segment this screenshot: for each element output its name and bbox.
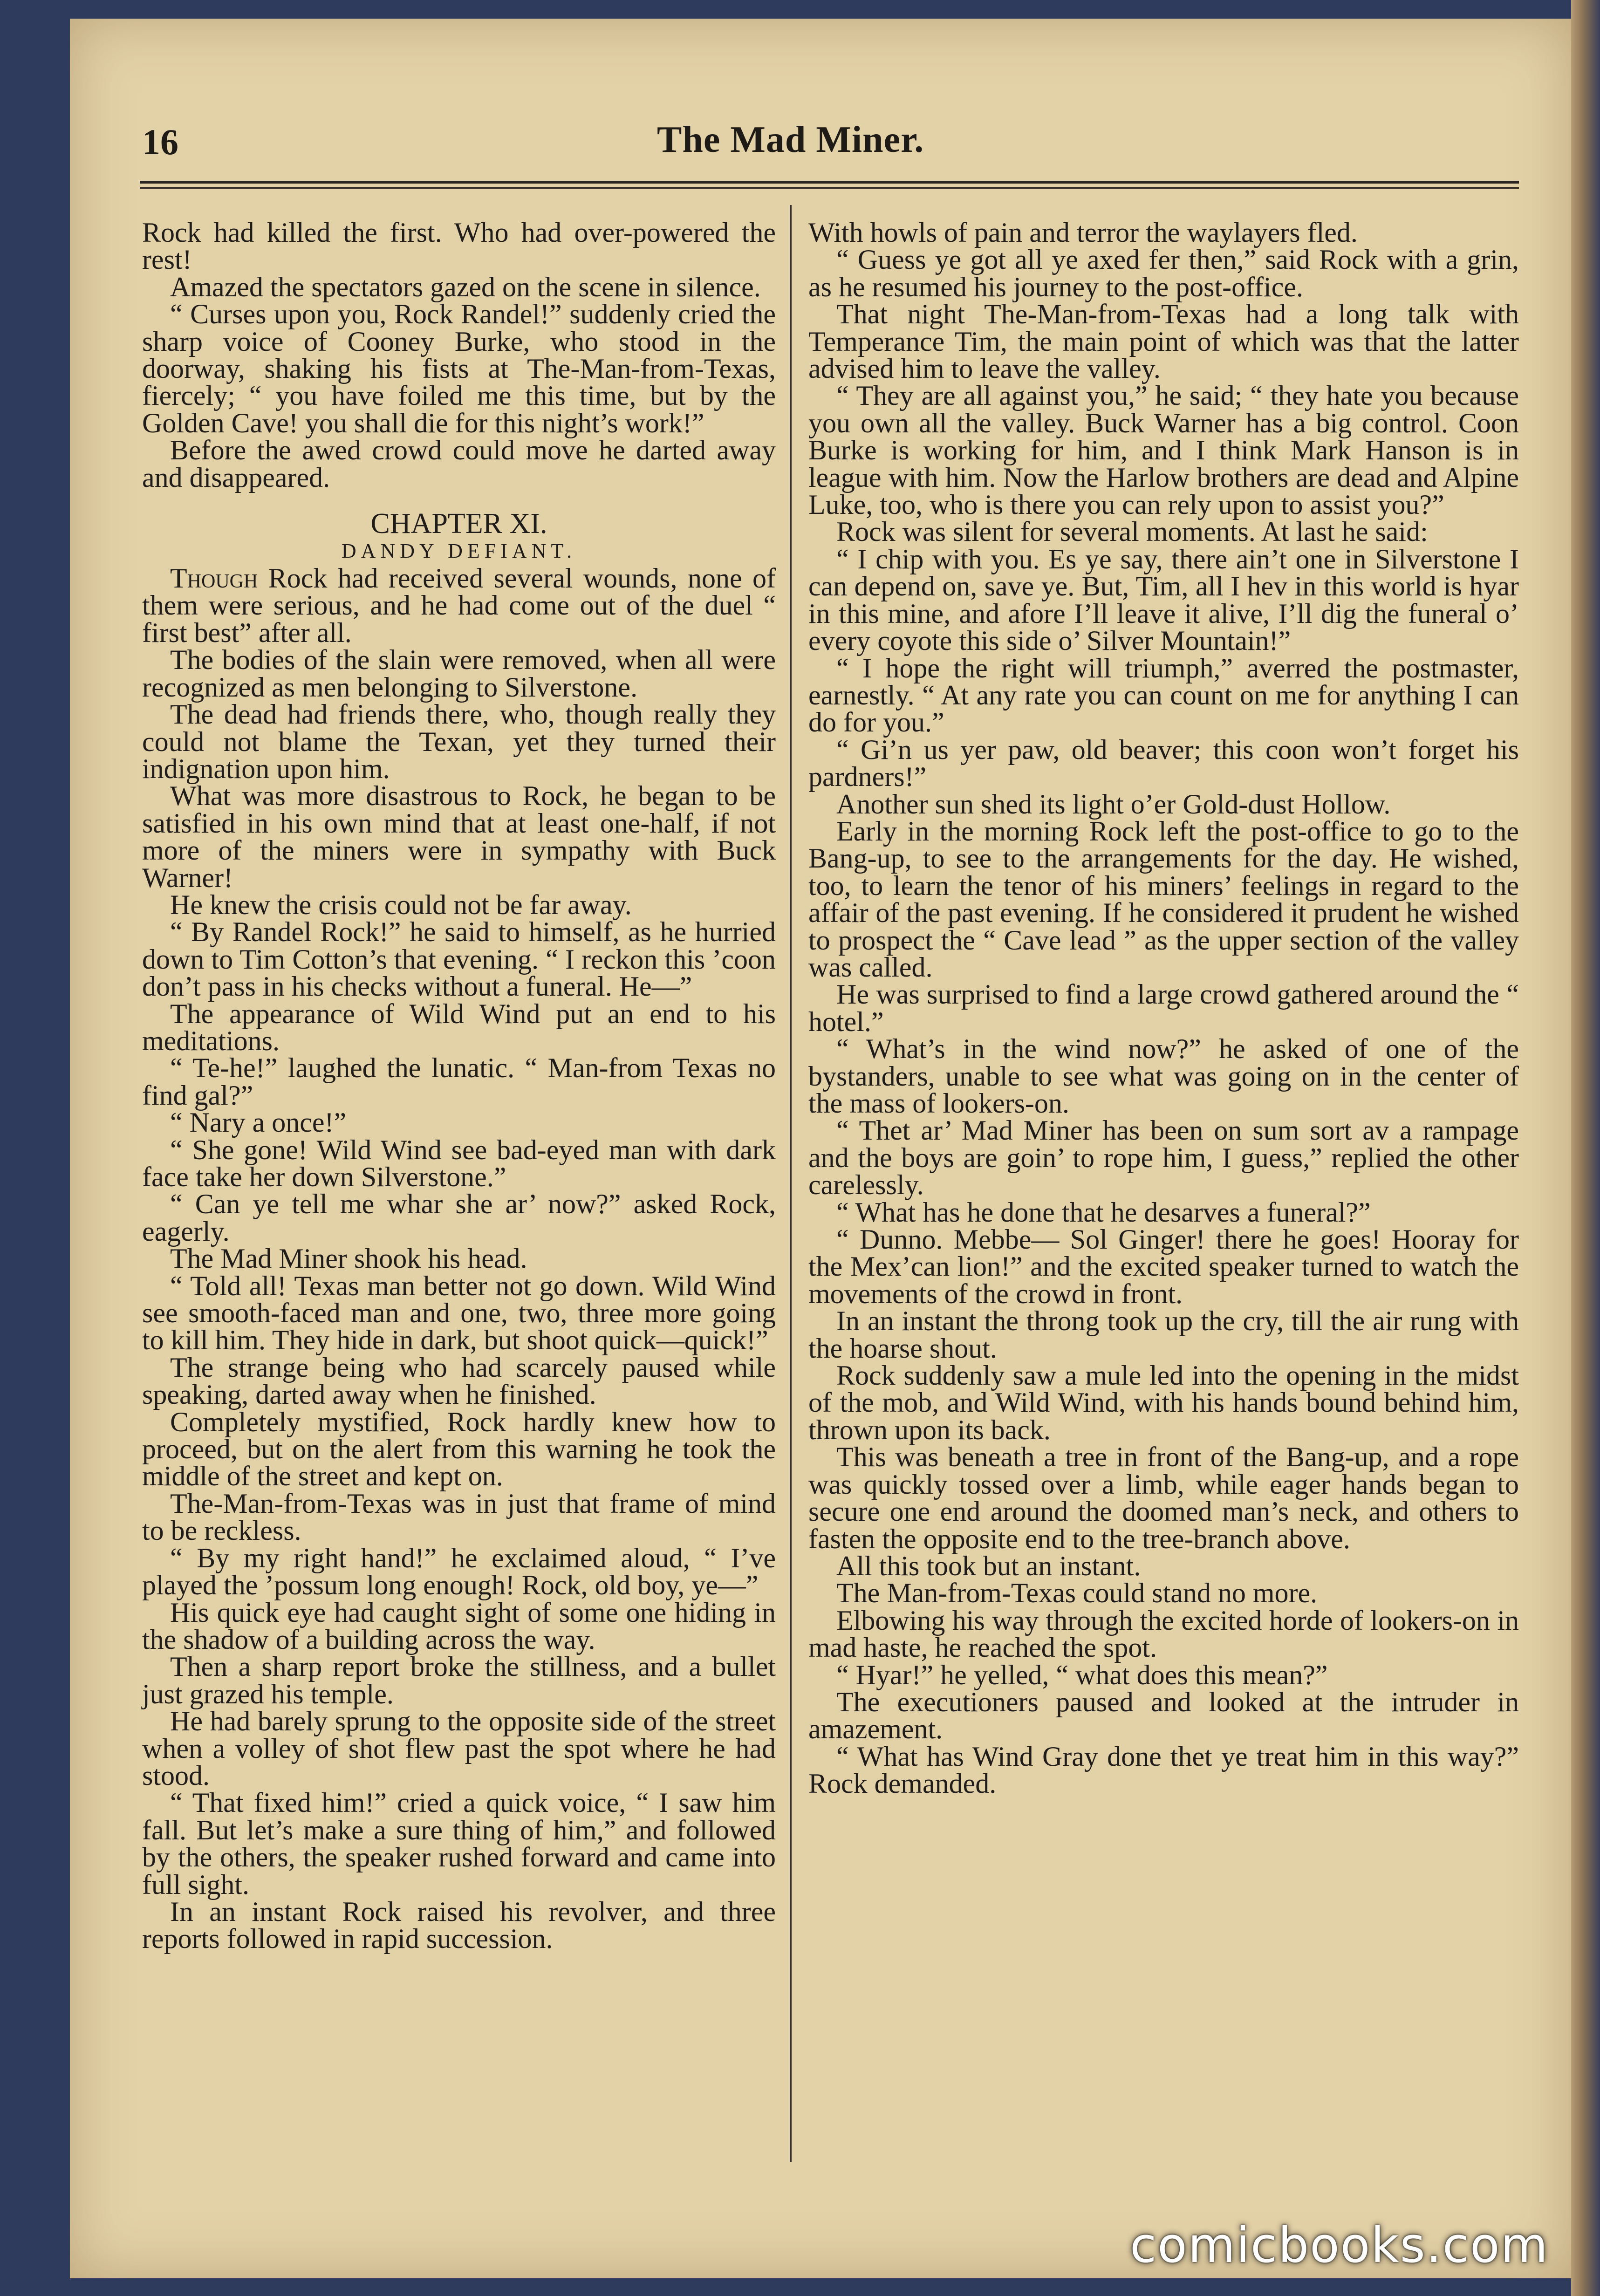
paragraph: The strange being who had scarcely paused while speaking, darted away when he finished.	[142, 1352, 776, 1410]
paragraph: Then a sharp report broke the stillness, and a bullet just grazed his temple.	[142, 1651, 776, 1709]
paragraph: “ What has he done that he desarves a funeral?”	[836, 1196, 1371, 1228]
paragraph: This was beneath a tree in front of the Bang-up, and a rope was quickly tossed over a limb, while eager hands began to secure one end around the doomed man’s neck, and others to fasten the opposite end to the tree-branch above.	[808, 1442, 1519, 1554]
paragraph: He was surprised to find a large crowd gathered around the “ hotel.”	[808, 979, 1519, 1037]
paras-after-chapter	[142, 646, 776, 1953]
paragraph: “ I chip with you. Es ye say, there ain’t one in Silverstone I can depend on, save ye. But, Tim, all I hev in this world is hyar in this mine, and afore I’ll leave it alive, I’ll dig the funeral o’ every coyote this side o’ Silver Mountain!”	[808, 543, 1519, 656]
paragraph: In an instant the throng took up the cry, till the air rung with the hoarse shout.	[808, 1305, 1519, 1364]
page-header	[70, 19, 1571, 196]
first-paragraph-rest: Rock had received several wounds, none of them were serious, and he had come out of the duel “ first best” after all.	[142, 563, 776, 648]
paragraph: The Mad Miner shook his head.	[170, 1243, 527, 1274]
paragraph: Before the awed crowd could move he darted away and disappeared.	[142, 435, 776, 493]
paragraph: The bodies of the slain were removed, when all were recognized as men belonging to Silverstone.	[142, 644, 776, 703]
chapter-subtitle: DANDY DEFIANT.	[341, 540, 577, 563]
paragraph: Another sun shed its light o’er Gold-dust Hollow.	[836, 788, 1391, 820]
page-number: 16	[142, 122, 178, 162]
paragraph: “ Told all! Texas man better not go down. Wild Wind see smooth-faced man and one, two, three more going to kill him. They hide in dark, but shoot quick—quick!”	[142, 1270, 776, 1356]
paragraph: “ Guess ye got all ye axed fer then,” said Rock with a grin, as he resumed his journey to the post-office.	[808, 244, 1519, 302]
header-rule-thin	[140, 187, 1519, 189]
book-spine	[1571, 0, 1600, 2296]
paragraph: “ Nary a once!”	[170, 1107, 347, 1138]
paragraph: “ That fixed him!” cried a quick voice, “ I saw him fall. But let’s make a sure thing of him,” and followed by the others, the speaker rushed forward and came into full sight.	[142, 1787, 776, 1900]
paragraph: “ Gi’n us yer paw, old beaver; this coon won’t forget his pardners!”	[808, 734, 1519, 793]
paragraph: “ I hope the right will triumph,” averred the postmaster, earnestly. “ At any rate you can count on me for anything I can do for you.”	[808, 652, 1519, 738]
right-paragraphs	[808, 219, 1519, 1797]
paragraph: In an instant Rock raised his revolver, and three reports followed in rapid succession.	[142, 1896, 776, 1954]
column-divider	[790, 205, 792, 2162]
paragraph: All this took but an instant.	[836, 1550, 1141, 1581]
chapter-title: CHAPTER XI.	[370, 508, 547, 540]
chapter-first-paragraph	[142, 565, 776, 646]
paragraph: Rock suddenly saw a mule led into the opening in the midst of the mob, and Wild Wind, with his hands bound behind him, thrown upon its back.	[808, 1360, 1519, 1445]
paragraph: “ By my right hand!” he exclaimed aloud, “ I’ve played the ’possum long enough! Rock, old boy, ye—”	[142, 1542, 776, 1601]
watermark: comicbooks.com	[1129, 2217, 1549, 2274]
right-column	[808, 219, 1519, 1797]
paragraph: “ By Randel Rock!” he said to himself, as he hurried down to Tim Cotton’s that evening. “ I reckon this ’coon don’t pass in his checks without a funeral. He—”	[142, 916, 776, 1002]
paragraph: Rock was silent for several moments. At last he said:	[836, 516, 1428, 547]
paragraph: What was more disastrous to Rock, he began to be satisfied in his own mind that at least one-half, if not more of the miners were in sympathy with Buck Warner!	[142, 780, 776, 893]
paragraph: He knew the crisis could not be far away.	[170, 889, 632, 920]
paragraph: Amazed the spectators gazed on the scene in silence.	[170, 271, 761, 302]
paragraph: The Man-from-Texas could stand no more.	[836, 1578, 1318, 1609]
paras-before-chapter	[142, 219, 776, 491]
left-column	[142, 219, 776, 1953]
paragraph: “ She gone! Wild Wind see bad-eyed man with dark face take her down Silverstone.”	[142, 1134, 776, 1192]
paragraph: The dead had friends there, who, though really they could not blame the Texan, yet they turned their indignation upon him.	[142, 699, 776, 784]
paragraph: He had barely sprung to the opposite side of the street when a volley of shot flew past the spot where he had stood.	[142, 1706, 776, 1791]
paragraph: The appearance of Wild Wind put an end to his meditations.	[142, 998, 776, 1056]
paragraph: Completely mystified, Rock hardly knew how to proceed, but on the alert from this warning he took the middle of the street and kept on.	[142, 1406, 776, 1492]
paragraph: That night The-Man-from-Texas had a long talk with Temperance Tim, the main point of which was that the latter advised him to leave the valley.	[808, 299, 1519, 384]
paragraph: “ What’s in the wind now?” he asked of one of the bystanders, unable to see what was going on in the center of the mass of lookers-on.	[808, 1033, 1519, 1119]
paragraph: The executioners paused and looked at the intruder in amazement.	[808, 1686, 1519, 1745]
paragraph: Early in the morning Rock left the post-office to go to the Bang-up, to see to the arrangements for the day. He wished, too, to learn the tenor of his miners’ feelings in regard to the affair of the past evening. If he considered it prudent he wished to prospect the “ Cave lead ” as the upper section of the valley was called.	[808, 815, 1519, 983]
paragraph: “ They are all against you,” he said; “ they hate you because you own all the valley. Buck Warner has a big control. Coon Burke is working for him, and I think Mark Hanson is in league with him. Now the Harlow brothers are dead and Alpine Luke, too, who is there you can rely upon to assist you?”	[808, 380, 1519, 520]
paragraph: “ Dunno. Mebbe— Sol Ginger! there he goes! Hooray for the Mex’can lion!” and the excited speaker turned to watch the movements of the crowd in front.	[808, 1224, 1519, 1309]
paragraph: Rock had killed the first. Who had over-powered the rest!	[142, 217, 776, 275]
paragraph: “ Can ye tell me whar she ar’ now?” asked Rock, eagerly.	[142, 1189, 776, 1247]
book-page	[70, 19, 1571, 2278]
paragraph: “ Thet ar’ Mad Miner has been on sum sort av a rampage and the boys are goin’ to rope him, I guess,” replied the other carelessly.	[808, 1115, 1519, 1201]
paragraph: “ Hyar!” he yelled, “ what does this mean?”	[836, 1659, 1328, 1690]
paragraph: His quick eye had caught sight of some one hiding in the shadow of a building across the way.	[142, 1597, 776, 1655]
paragraph: “ Te-he!” laughed the lunatic. “ Man-from Texas no find gal?”	[142, 1052, 776, 1111]
paragraph: “ Curses upon you, Rock Randel!” suddenly cried the sharp voice of Cooney Burke, who stood in the doorway, shaking his fists at The-Man-from-Texas, fiercely; “ you have foiled me this time, but by the Golden Cave! you shall die for this night’s work!”	[142, 299, 776, 438]
first-word: Though	[170, 563, 258, 594]
paragraph: With howls of pain and terror the waylayers fled.	[808, 217, 1358, 248]
paragraph: The-Man-from-Texas was in just that frame of mind to be reckless.	[142, 1488, 776, 1546]
running-title: The Mad Miner.	[657, 119, 924, 160]
paragraph: Elbowing his way through the excited horde of lookers-on in mad haste, he reached the spot.	[808, 1605, 1519, 1663]
header-rule	[140, 181, 1519, 184]
paragraph: “ What has Wind Gray done thet ye treat him in this way?” Rock demanded.	[808, 1741, 1519, 1799]
